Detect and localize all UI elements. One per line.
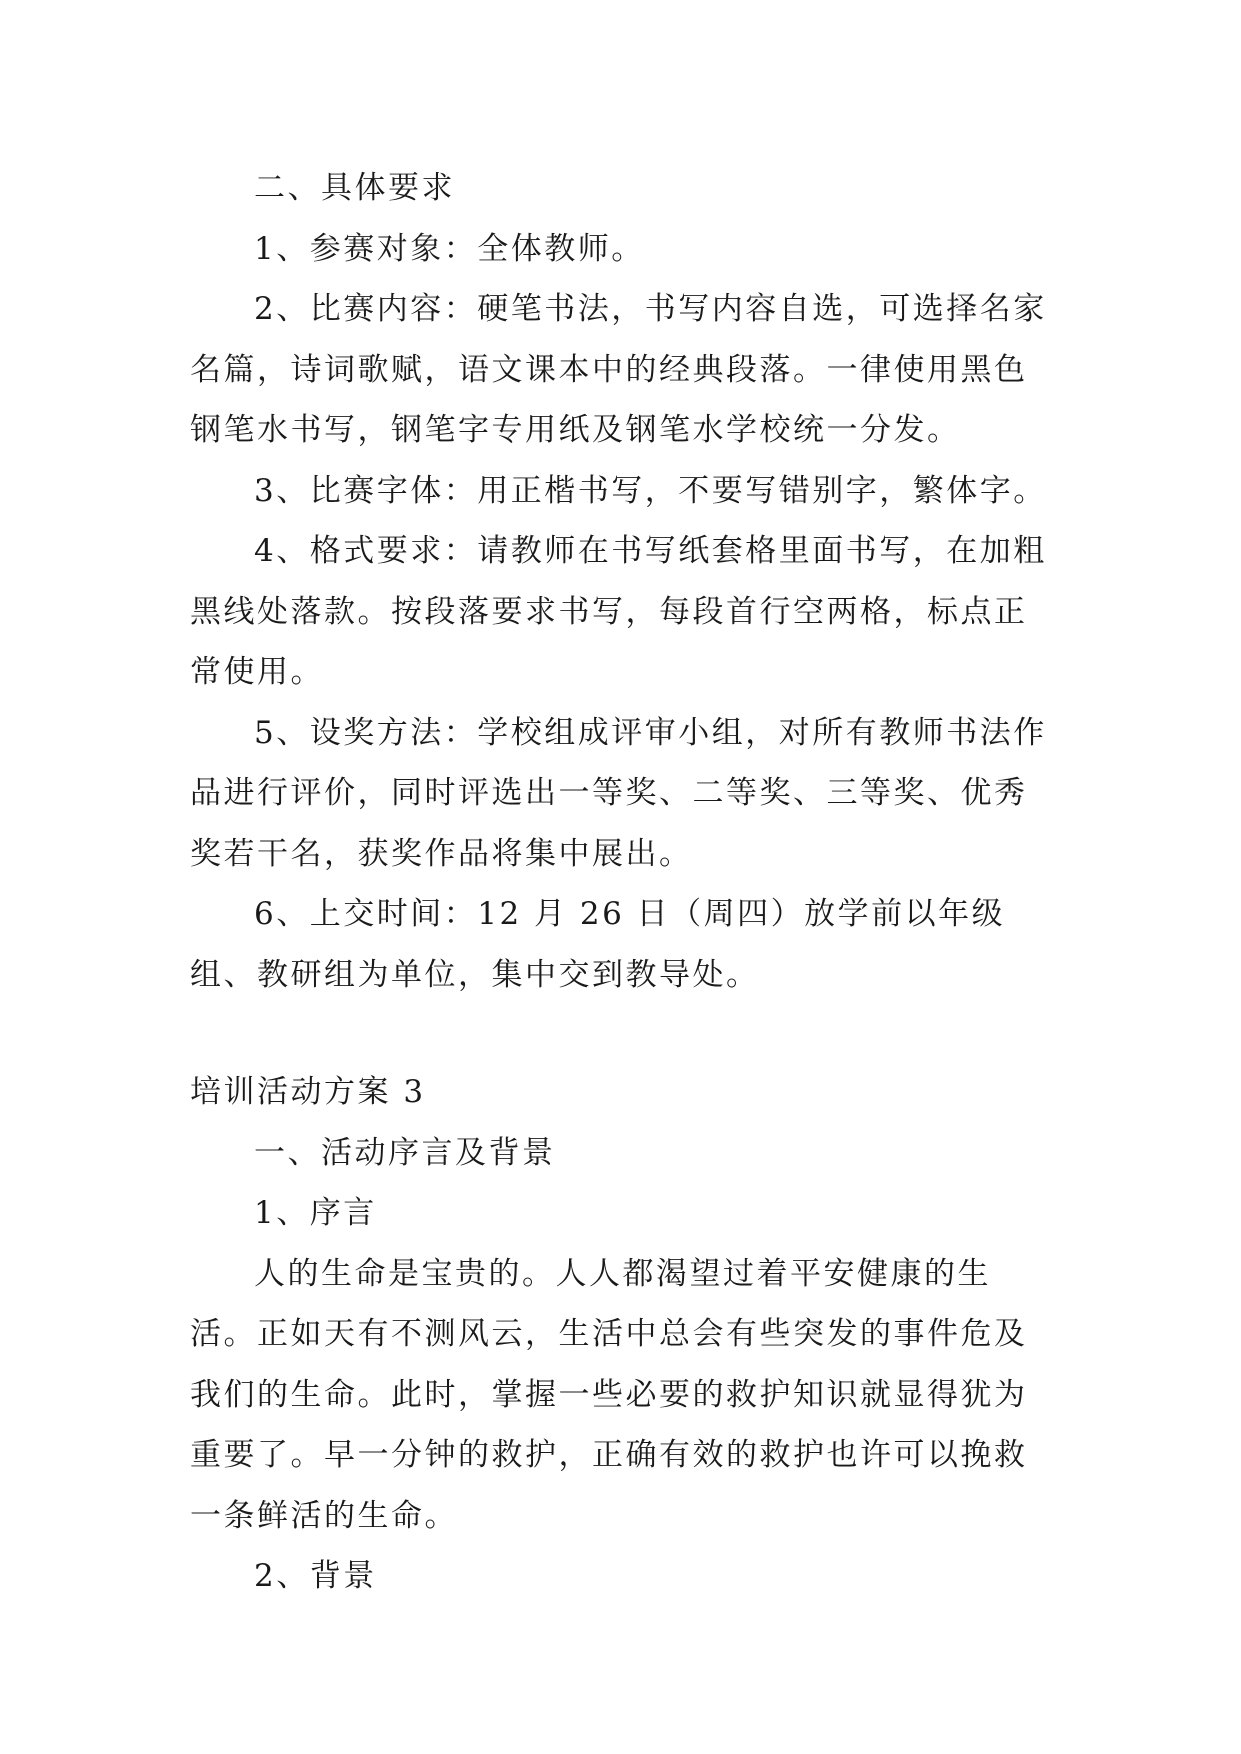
requirement-item-4: 4、格式要求：请教师在书写纸套格里面书写，在加粗黑线处落款。按段落要求书写，每段首行空两格，标点正常使用。	[190, 533, 1047, 690]
section-heading-preface-background: 一、活动序言及背景	[254, 1134, 556, 1171]
requirement-item-2: 2、比赛内容：硬笔书法，书写内容自选，可选择名家名篇，诗词歌赋，语文课本中的经典段落。一律使用黑色钢笔水书写，钢笔字专用纸及钢笔水学校统一分发。	[190, 291, 1047, 448]
plan-title: 培训活动方案 3	[190, 1074, 426, 1110]
requirement-item-3: 3、比赛字体：用正楷书写，不要写错别字，繁体字。	[254, 472, 1047, 509]
requirement-item-5: 5、设奖方法：学校组成评审小组，对所有教师书法作品进行评价，同时评选出一等奖、二等奖、三等奖、优秀奖若干名，获奖作品将集中展出。	[190, 714, 1047, 872]
requirement-item-1: 1、参赛对象：全体教师。	[254, 230, 645, 267]
preface-paragraph: 人的生命是宝贵的。人人都渴望过着平安健康的生活。正如天有不测风云，生活中总会有些突发的事件危及我们的生命。此时，掌握一些必要的救护知识就显得犹为重要了。早一分钟的救护，正确有效的救护也许可以挽救一条鲜活的生命。	[190, 1255, 1028, 1534]
subheading-background: 2、背景	[254, 1558, 377, 1594]
requirement-item-6: 6、上交时间：12 月 26 日（周四）放学前以年级组、教研组为单位，集中交到教导处。	[190, 896, 1006, 993]
document-body	[190, 158, 1050, 1607]
subheading-preface: 1、序言	[254, 1195, 377, 1231]
section-heading-requirements: 二、具体要求	[254, 170, 455, 206]
